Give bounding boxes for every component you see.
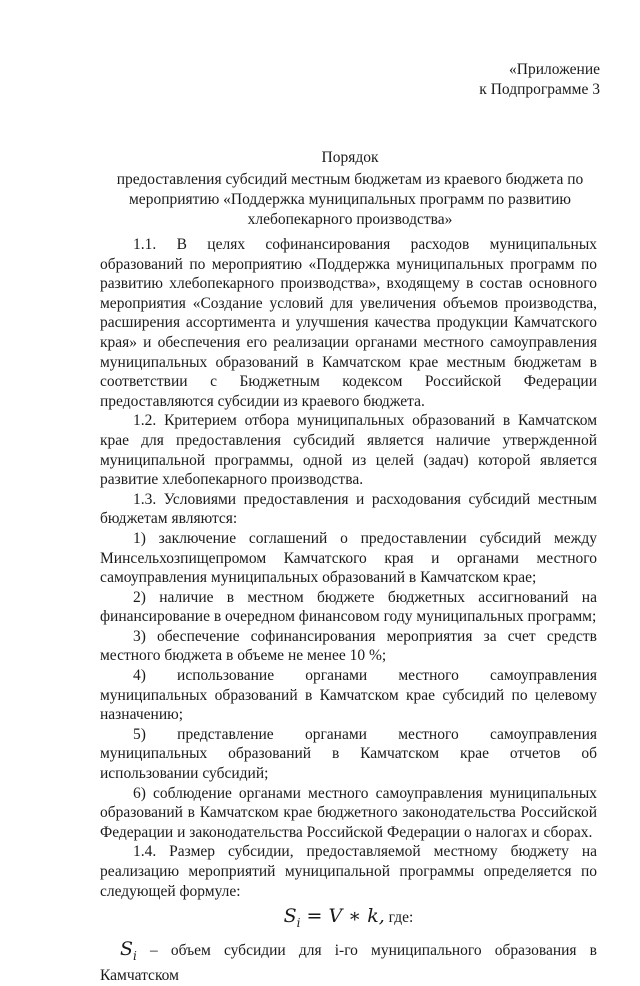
paragraph-1-2: 1.2. Критерием отбора муниципальных образований в Камчатском крае для предоставления субсидий является наличие утвержденной муниципальной программы, одной из целей (задач) которой является развитие хлебопекарного производства. bbox=[100, 412, 597, 489]
title-heading: Порядок bbox=[321, 149, 379, 166]
condition-1: 1) заключение соглашений о предоставлении субсидий между Минсельхозпищепромом Камчатского края и органами местного самоуправления муниципальных образований в Камчатском крае; bbox=[100, 529, 597, 587]
title-subtitle: предоставления субсидий местным бюджетам из краевого бюджета по мероприятию «Поддержка муниципальных программ по развитию хлебопекарного производства» bbox=[116, 171, 584, 228]
formula-rhs: = V ∗ k, bbox=[300, 905, 385, 928]
formula-where: где: bbox=[384, 909, 414, 927]
formula-lhs-subscript: i bbox=[296, 915, 301, 930]
formula-lhs: S bbox=[283, 905, 297, 928]
subsidy-formula bbox=[100, 907, 597, 933]
paragraph-1-3: 1.3. Условиями предоставления и расходования субсидий местным бюджетам являются: bbox=[100, 490, 597, 528]
condition-4: 4) использование органами местного самоуправления муниципальных образований в Камчатском крае субсидий по целевому назначению; bbox=[100, 667, 597, 724]
formula-expression bbox=[283, 905, 385, 930]
document-title bbox=[100, 148, 600, 230]
appendix-note bbox=[479, 60, 600, 100]
paragraph-1-4: 1.4. Размер субсидии, предоставляемой местному бюджету на реализацию мероприятий муниципальной программы определяется по следующей формуле: bbox=[100, 843, 597, 900]
condition-2: 2) наличие в местном бюджете бюджетных ассигнований на финансирование в очередном финансовом году муниципальных программ; bbox=[100, 588, 597, 626]
condition-6: 6) соблюдение органами местного самоуправления муниципальных образований в Камчатском крае бюджетного законодательства Российской Федерации и законодательства Российской Федерации о налогах и сборах. bbox=[100, 784, 597, 841]
appendix-line-1: «Приложение bbox=[509, 61, 600, 78]
paragraph-1-1: 1.1. В целях софинансирования расходов муниципальных образований по мероприятию «Поддержка муниципальных программ по развитию хлебопекарного производства», входящему в состав основного мероприятия «Создание условий для увеличения объемов производства, расширения ассортимента и улучшения качества продукции Камчатского края» и обеспечения его реализации органами местного самоуправления муниципальных образований в Камчатском крае местным бюджетам в соответствии с Бюджетным кодексом Российской Федерации предоставляются субсидии из краевого бюджета. bbox=[100, 236, 597, 410]
definition-text: – объем субсидии для i-го муниципального образования в Камчатском bbox=[100, 941, 597, 984]
definition-symbol-letter: S bbox=[120, 937, 134, 960]
definition-symbol-subscript: i bbox=[133, 948, 137, 963]
definition-si bbox=[100, 937, 597, 986]
condition-3: 3) обеспечение софинансирования мероприятия за счет средств местного бюджета в объеме не менее 10 %; bbox=[100, 627, 597, 665]
document-body bbox=[100, 235, 597, 986]
appendix-line-2: к Подпрограмме 3 bbox=[479, 81, 600, 98]
condition-5: 5) представление органами местного самоуправления муниципальных образований в Камчатском крае отчетов об использовании субсидий; bbox=[100, 725, 597, 783]
definition-symbol bbox=[120, 937, 137, 963]
